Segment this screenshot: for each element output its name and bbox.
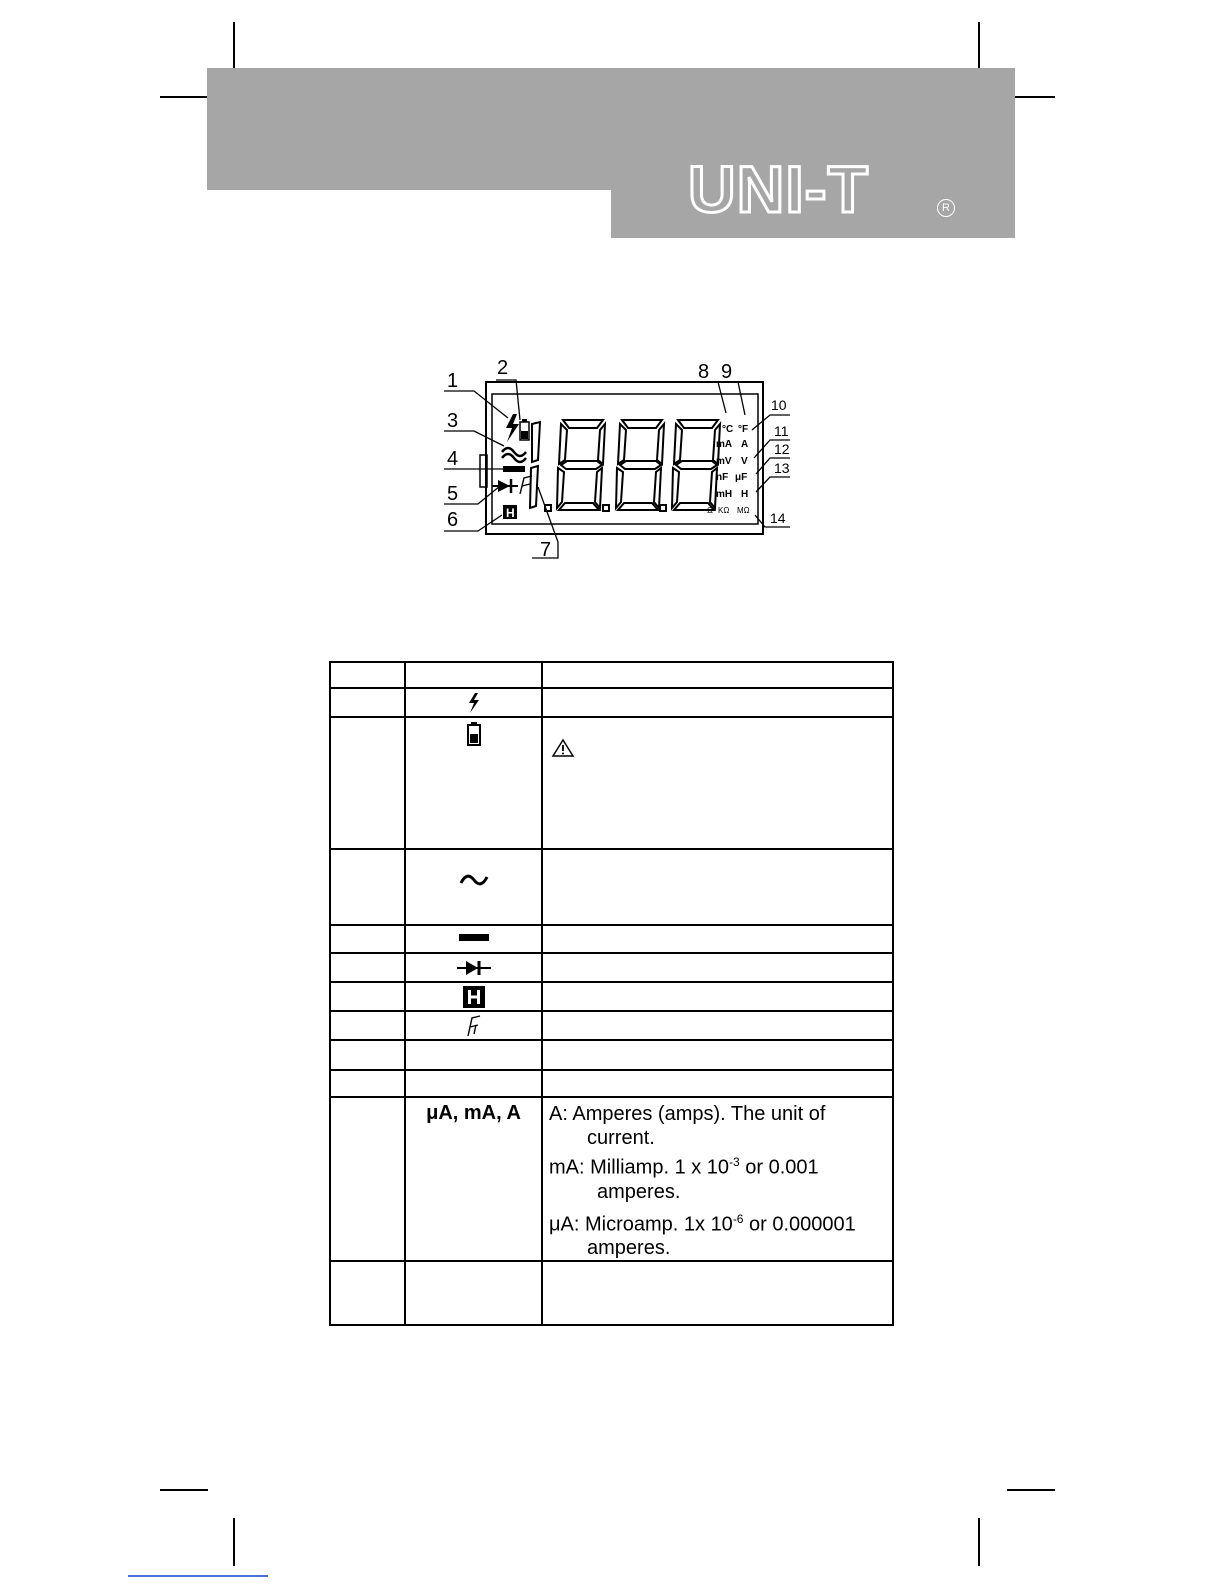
- svg-text:H: H: [506, 506, 515, 520]
- table-row: [330, 662, 893, 688]
- hold-h-icon: [463, 986, 485, 1008]
- header-band: [207, 68, 1015, 190]
- unit-mohm: MΩ: [737, 506, 750, 515]
- unit-uf: μF: [735, 472, 748, 483]
- table-row: [330, 849, 893, 925]
- current-units-symbol: μA, mA, A: [426, 1102, 521, 1124]
- registered-mark: R: [937, 199, 955, 217]
- crop-mark: [233, 1518, 235, 1566]
- lcd-diagram: [440, 360, 800, 565]
- link-underline[interactable]: [128, 1575, 268, 1577]
- table-row: [330, 1261, 893, 1325]
- def-milliamp: mA: Milliamp. 1 x $10^{-3}$ or 0.001: [549, 1155, 819, 1179]
- unit-fahrenheit: °F: [738, 424, 749, 435]
- callout-10: 10: [771, 397, 787, 413]
- dc-bar-icon: [459, 932, 489, 944]
- table-row: [330, 688, 893, 717]
- table-row: [330, 982, 893, 1011]
- unit-mv: mV: [716, 456, 732, 467]
- crop-mark: [978, 1518, 980, 1566]
- crop-mark: [1007, 1489, 1055, 1491]
- callout-2: 2: [497, 360, 509, 379]
- callout-3: 3: [447, 410, 459, 432]
- callout-14: 14: [770, 510, 786, 526]
- unit-ohm: Ω: [707, 506, 713, 515]
- table-row: [330, 1040, 893, 1070]
- callout-4: 4: [447, 448, 459, 470]
- brand-logo: UNI-T: [688, 152, 869, 226]
- callout-11: 11: [774, 423, 789, 439]
- callout-5: 5: [447, 483, 459, 505]
- def-ampere-cont: current.: [587, 1127, 655, 1149]
- def-milliamp-cont: amperes.: [597, 1180, 681, 1203]
- def-microamp: μA: Microamp. 1x $10^{-6}$ or 0.000001: [549, 1211, 856, 1236]
- def-ampere: A: Amperes (amps). The unit of: [549, 1103, 826, 1125]
- unit-celsius: °C: [722, 424, 734, 435]
- high-voltage-icon: [468, 693, 480, 713]
- callout-13: 13: [774, 460, 790, 476]
- table-row: [330, 1011, 893, 1040]
- table-row: [330, 1097, 893, 1261]
- crop-mark: [233, 22, 235, 70]
- unit-mh: mH: [716, 489, 733, 500]
- current-units-description: [543, 1098, 892, 1260]
- unit-kohm: KΩ: [718, 506, 730, 515]
- symbol-table: [329, 661, 894, 1326]
- crop-mark: [160, 96, 208, 98]
- table-row: [330, 717, 893, 849]
- callout-9: 9: [721, 361, 733, 383]
- unit-ma: mA: [716, 439, 733, 450]
- ac-tilde-icon: [459, 872, 489, 888]
- callout-7: 7: [540, 539, 552, 561]
- diode-icon: [457, 959, 491, 977]
- def-microamp-cont: amperes.: [587, 1237, 671, 1260]
- crop-mark: [978, 22, 980, 70]
- callout-12: 12: [774, 441, 790, 457]
- unit-h: H: [741, 489, 749, 500]
- table-row: [330, 1070, 893, 1097]
- buzzer-icon: [466, 1015, 482, 1037]
- table-row: [330, 953, 893, 982]
- crop-mark: [160, 1489, 208, 1491]
- callout-8: 8: [698, 361, 710, 383]
- callout-6: 6: [447, 509, 459, 531]
- table-row: [330, 925, 893, 953]
- battery-icon: [467, 722, 481, 746]
- warning-triangle-icon: [551, 738, 575, 758]
- unit-nf: nF: [716, 472, 729, 483]
- unit-a: A: [741, 439, 749, 450]
- callout-1: 1: [447, 370, 459, 392]
- unit-v: V: [741, 456, 748, 467]
